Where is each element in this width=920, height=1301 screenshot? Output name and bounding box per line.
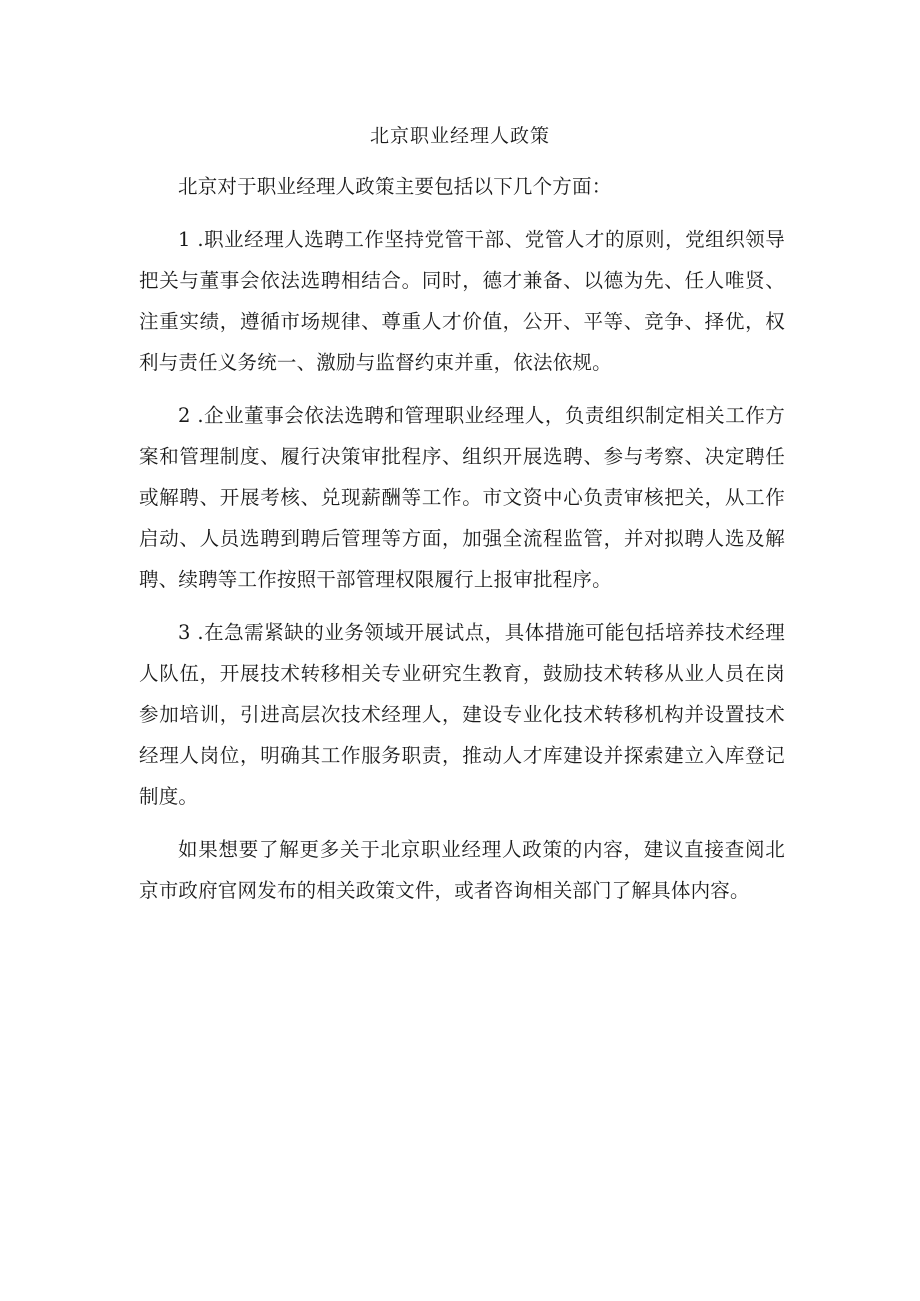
closing-paragraph: 如果想要了解更多关于北京职业经理人政策的内容，建议直接查阅北京市政府官网发布的相关政策文件，或者咨询相关部门了解具体内容。 bbox=[139, 838, 785, 902]
policy-item-2: 2 .企业董事会依法选聘和管理职业经理人，负责组织制定相关工作方案和管理制度、履行决策审批程序、组织开展选聘、参与考察、决定聘任或解聘、开展考核、兑现薪酬等工作。市文资中心负责审核把关，从工作启动、人员选聘到聘后管理等方面，加强全流程监管，并对拟聘人选及解聘、续聘等工作按照干部管理权限履行上报审批程序。 bbox=[139, 404, 785, 591]
policy-item-3: 3 .在急需紧缺的业务领域开展试点，具体措施可能包括培养技术经理人队伍，开展技术转移相关专业研究生教育，鼓励技术转移从业人员在岗参加培训，引进高层次技术经理人，建设专业化技术转移机构并设置技术经理人岗位，明确其工作服务职责，推动人才库建设并探索建立入库登记制度。 bbox=[139, 621, 785, 808]
intro-paragraph: 北京对于职业经理人政策主要包括以下几个方面： bbox=[178, 175, 612, 198]
policy-item-1: 1 .职业经理人选聘工作坚持党管干部、党管人才的原则，党组织领导把关与董事会依法选聘相结合。同时，德才兼备、以德为先、任人唯贤、注重实绩，遵循市场规律、尊重人才价值，公开、平等、竞争、择优，权利与责任义务统一、激励与监督约束并重，依法依规。 bbox=[139, 228, 785, 374]
page-title: 北京职业经理人政策 bbox=[369, 125, 550, 147]
document-body bbox=[139, 166, 785, 923]
